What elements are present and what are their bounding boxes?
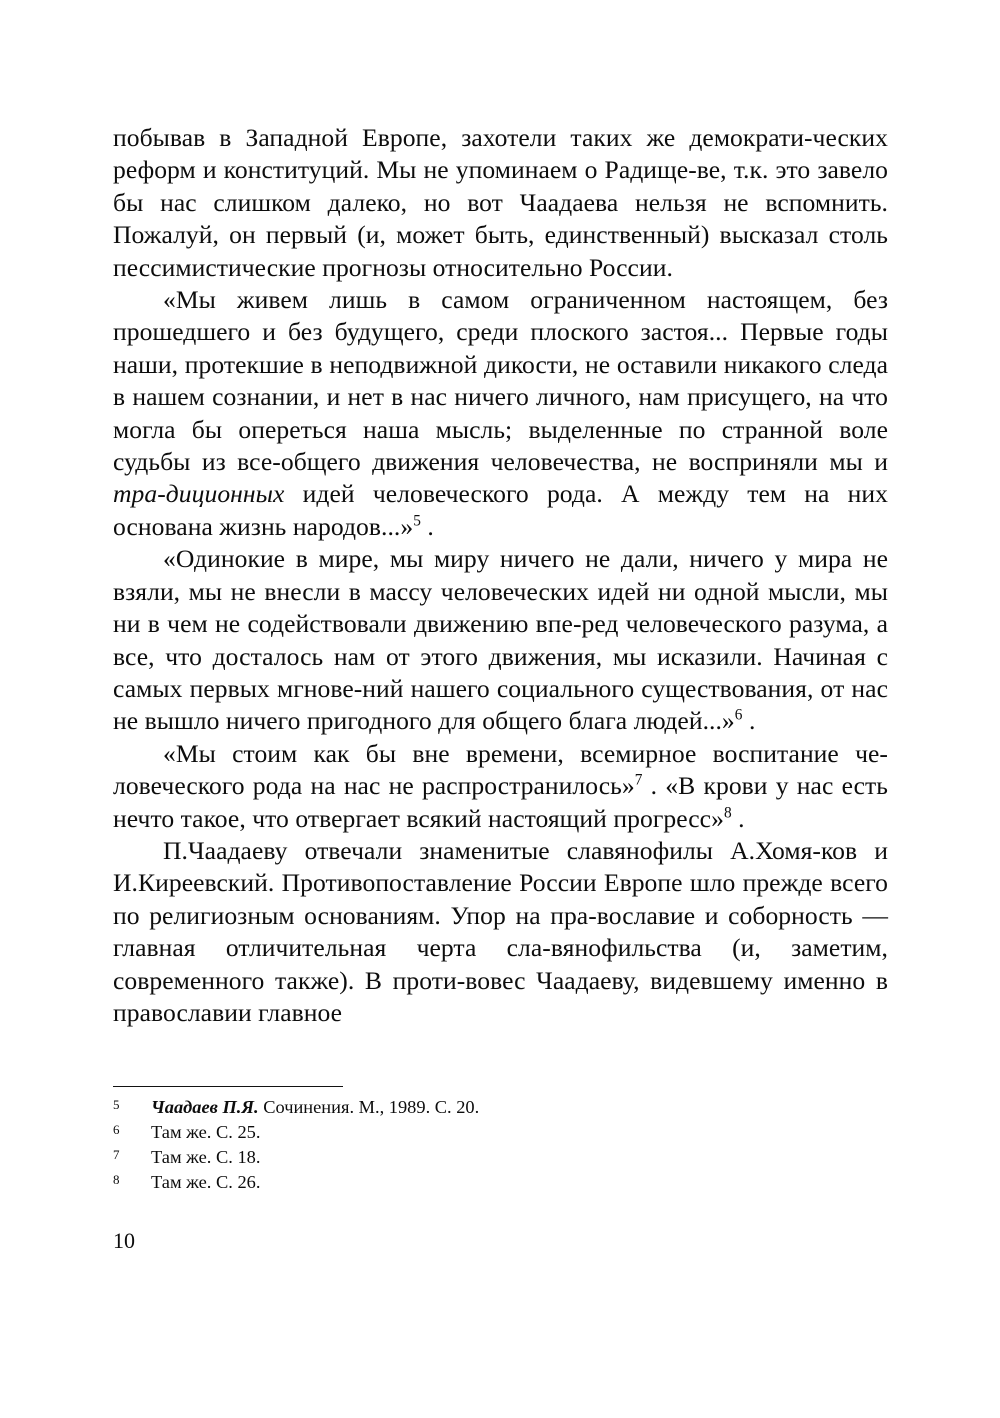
footnotes-section	[113, 1086, 888, 1195]
footnote-item	[113, 1170, 888, 1195]
footnote-citation: Сочинения. М., 1989. С. 20.	[258, 1097, 480, 1117]
paragraph-quote-3	[113, 738, 888, 835]
footnote-ref-8[interactable]: 8	[723, 804, 732, 821]
footnote-marker: 5	[113, 1097, 120, 1112]
body-text-block	[113, 122, 888, 1029]
footnote-item	[113, 1095, 888, 1120]
footnote-item	[113, 1120, 888, 1145]
footnote-citation: Там же. С. 26.	[151, 1172, 261, 1192]
footnote-text	[151, 1095, 888, 1120]
footnote-citation: Там же. С. 18.	[151, 1147, 261, 1167]
footnote-marker: 7	[113, 1147, 120, 1162]
paragraph-text-end: .	[420, 511, 434, 541]
footnote-text	[151, 1170, 888, 1195]
paragraph-text: П.Чаадаеву отвечали знаменитые славянофилы А.Хомя-ков и И.Киреевский. Противопоставление России Европе шло прежде всего по религиозным основаниям. Упор на пра-вославие и соборность — главная отличительная черта сла-вянофильства (и, заметим, современного также). В проти-вовес Чаадаеву, видевшему именно в православии главное	[113, 835, 888, 1027]
paragraph-text-mid: . «В крови у нас есть нечто такое, что отвергает всякий настоящий прогресс»	[113, 771, 888, 833]
emphasis-traditional: тра-диционных	[113, 479, 285, 509]
paragraph-text-end: .	[742, 706, 756, 736]
footnote-marker: 6	[113, 1122, 120, 1137]
paragraph-quote-2	[113, 543, 888, 737]
footnote-marker: 8	[113, 1172, 120, 1187]
footnote-citation: Там же. С. 25.	[151, 1122, 261, 1142]
paragraph-text: «Мы стоим как бы вне времени, всемирное воспитание че-ловеческого рода на нас не распространилось»	[113, 738, 888, 801]
paragraph-text-end: .	[731, 803, 745, 833]
paragraph-text: «Мы живем лишь в самом ограниченном настоящем, без прошедшего и без будущего, среди плоского застоя... Первые годы наши, протекшие в неподвижной дикости, не оставили никакого следа в нашем сознании, и нет в нас ничего личного, нам присущего, на что могла бы опереться наша мысль; выделенные по странной воле судьбы из все-общего движения человечества, не восприняли мы и	[113, 285, 888, 477]
paragraph-text: побывав в Западной Европе, захотели таких же демократи-ческих реформ и конституций. Мы не упоминаем о Радище-ве, т.к. это завело бы нас слишком далеко, но вот Чаадаева нельзя не вспомнить. Пожалуй, он первый (и, может быть, единственный) высказал столь пессимистические прогнозы относительно России.	[113, 123, 888, 282]
footnote-ref-6[interactable]: 6	[734, 706, 743, 724]
paragraph-text-cont: идей человеческого рода. А между тем на них основана жизнь народов...»	[113, 479, 888, 541]
footnote-text	[151, 1145, 888, 1170]
paragraph-continuation	[113, 122, 888, 284]
page-number: 10	[113, 1228, 135, 1253]
paragraph-slavophiles	[113, 835, 888, 1029]
footnote-ref-7[interactable]: 7	[634, 771, 643, 789]
paragraph-quote-1	[113, 284, 888, 543]
paragraph-text: «Одинокие в мире, мы миру ничего не дали, ничего у мира не взяли, мы не внесли в массу человеческих идей ни одной мысли, мы ни в чем не содействовали движению впе-ред человеческого разума, а все, что досталось нам от этого движения, мы исказили. Начиная с самых первых мгнове-ний нашего социального существования, от нас не вышло ничего пригодного для общего блага людей...»	[113, 544, 888, 736]
footnote-text	[151, 1120, 888, 1145]
footnote-author: Чаадаев П.Я.	[151, 1097, 259, 1117]
footnote-ref-5[interactable]: 5	[413, 512, 421, 530]
footnote-item	[113, 1145, 888, 1170]
footnote-separator-rule	[113, 1086, 343, 1087]
